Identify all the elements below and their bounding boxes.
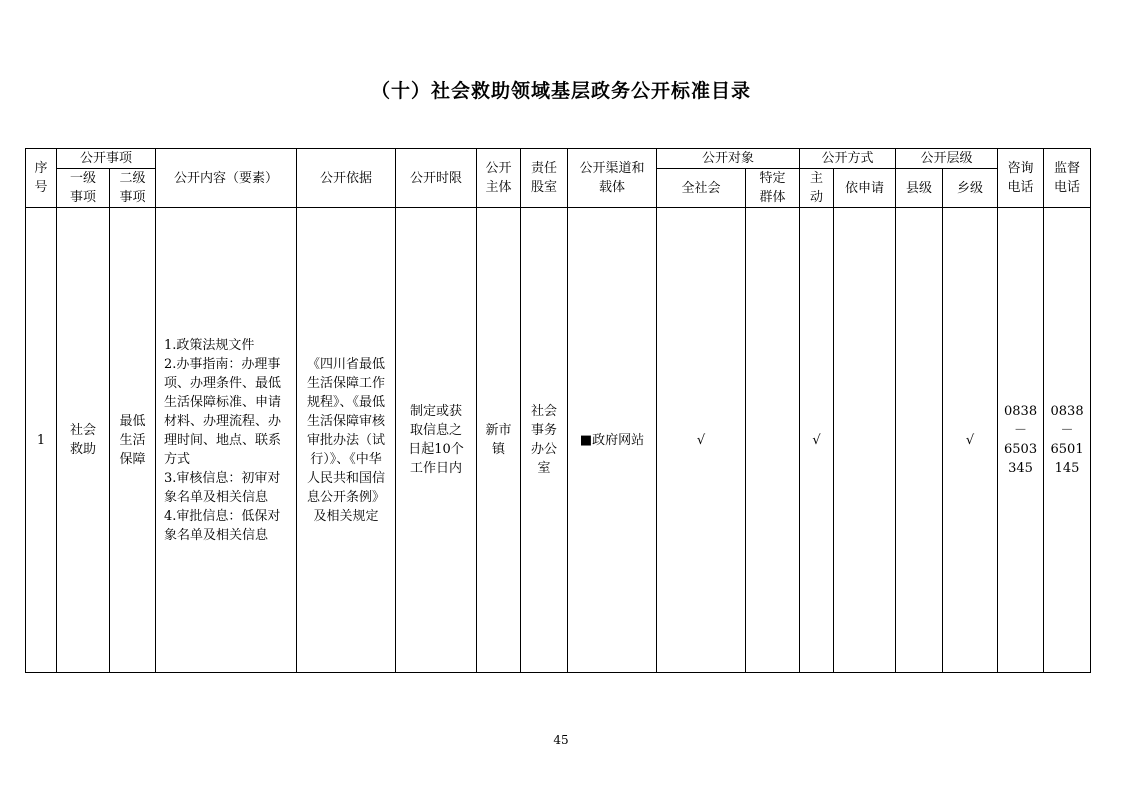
header-method: 公开方式	[800, 149, 896, 169]
header-basis: 公开依据	[297, 149, 396, 208]
header-specific-group: 特定 群体	[746, 169, 800, 208]
cell-whole-society: √	[657, 208, 746, 673]
header-content: 公开内容（要素）	[156, 149, 297, 208]
content-item: 2.办事指南：办理事项、办理条件、最低生活保障标准、申请材料、办理流程、办理时间、地点、联系方式	[164, 356, 282, 467]
cell-county	[896, 208, 943, 673]
square-bullet-icon: ■	[579, 432, 593, 448]
content-item: 1.政策法规文件	[164, 337, 255, 353]
cell-specific-group	[746, 208, 800, 673]
cell-content	[156, 208, 297, 673]
header-dept: 责任 股室	[521, 149, 568, 208]
page-number: 45	[553, 733, 569, 747]
cell-channel	[568, 208, 657, 673]
header-county: 县级	[896, 169, 943, 208]
cell-dept: 社会 事务 办公 室	[521, 208, 568, 673]
cell-level2: 最低 生活 保障	[110, 208, 156, 673]
cell-level1: 社会 救助	[57, 208, 110, 673]
header-audience: 公开对象	[657, 149, 800, 169]
header-subject: 公开 主体	[477, 149, 521, 208]
content-item: 3.审核信息：初审对象名单及相关信息	[164, 470, 281, 505]
header-channel: 公开渠道和 载体	[568, 149, 657, 208]
cell-township: √	[943, 208, 998, 673]
header-level: 公开层级	[896, 149, 998, 169]
header-items: 公开事项	[57, 149, 156, 169]
header-row-1	[26, 149, 1091, 169]
cell-on-request	[834, 208, 896, 673]
table-row	[26, 208, 1091, 673]
header-supervise-phone: 监督 电话	[1044, 149, 1091, 208]
cell-subject: 新市 镇	[477, 208, 521, 673]
cell-active: √	[800, 208, 834, 673]
cell-supervise-phone: 0838 － 6501 145	[1044, 208, 1091, 673]
cell-seq: 1	[26, 208, 57, 673]
channel-label: 政府网站	[592, 432, 645, 448]
cell-basis: 《四川省最低生活保障工作规程》、《最低生活保障审核审批办法（试行）》、《中华人民共和国信息公开条例》及相关规定	[297, 208, 396, 673]
header-level1: 一级 事项	[57, 169, 110, 208]
page-title: （十）社会救助领域基层政务公开标准目录	[370, 80, 751, 102]
header-whole-society: 全社会	[657, 169, 746, 208]
header-level2: 二级 事项	[110, 169, 156, 208]
header-active: 主 动	[800, 169, 834, 208]
cell-consult-phone: 0838 － 6503 345	[998, 208, 1044, 673]
header-time-limit: 公开时限	[396, 149, 477, 208]
cell-time-limit: 制定或获取信息之日起10个工作日内	[396, 208, 477, 673]
catalog-table	[25, 148, 1091, 673]
header-consult-phone: 咨询 电话	[998, 149, 1044, 208]
header-on-request: 依申请	[834, 169, 896, 208]
header-township: 乡级	[943, 169, 998, 208]
header-seq: 序 号	[26, 149, 57, 208]
content-item: 4.审批信息：低保对象名单及相关信息	[164, 508, 281, 543]
